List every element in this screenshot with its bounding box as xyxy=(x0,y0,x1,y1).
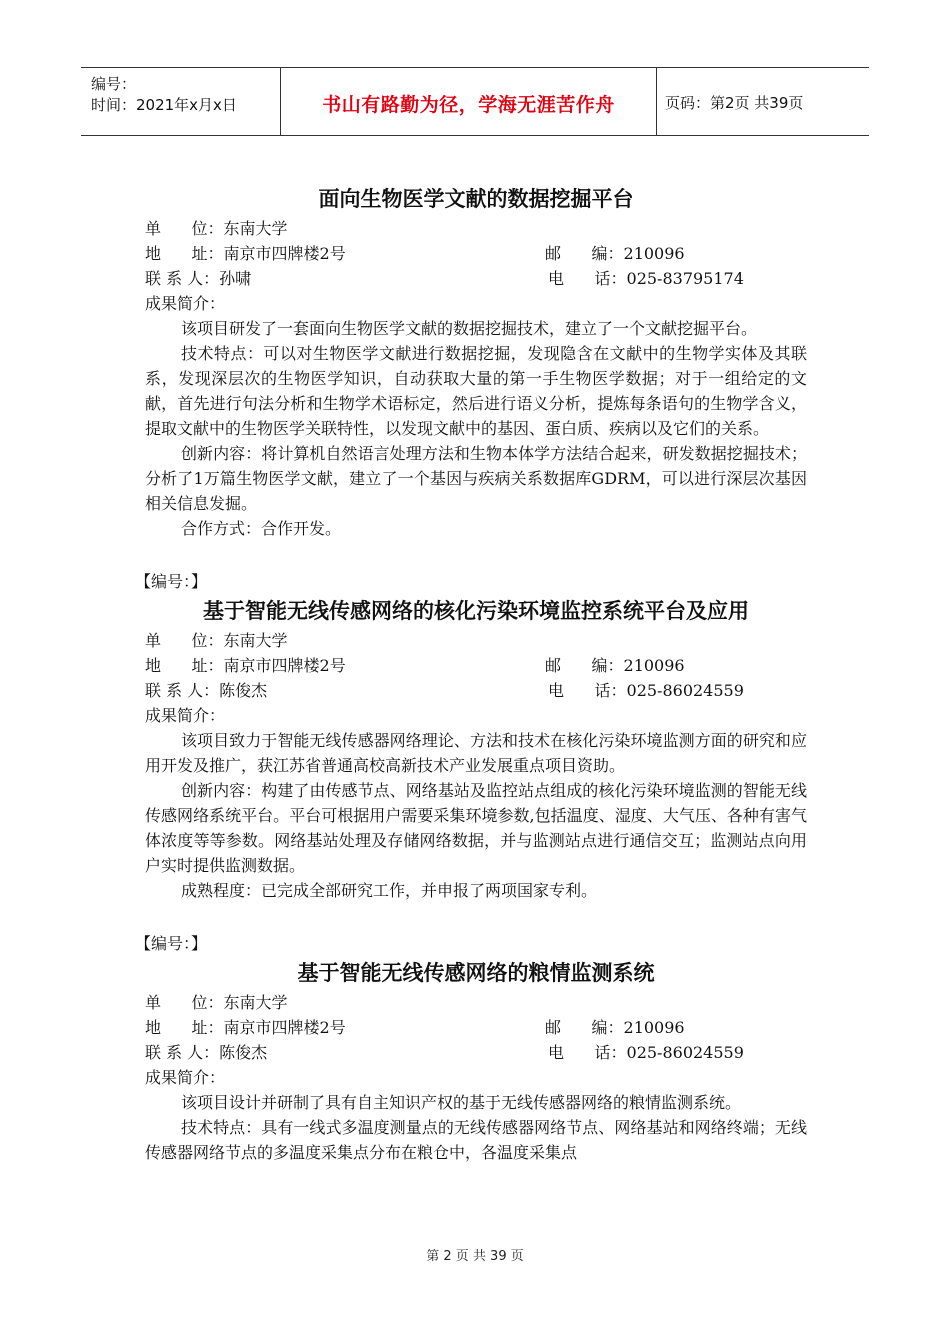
section-title: 基于智能无线传感网络的粮情监测系统 xyxy=(297,960,655,985)
paragraph: 该项目致力于智能无线传感器网络理论、方法和技术在核化污染环境监测方面的研究和应用开发及推广，获江苏省普通高校高新技术产业发展重点项目资助。 xyxy=(145,731,807,775)
document-body xyxy=(135,182,807,1165)
address-text: 地 址：南京市四牌楼2号 xyxy=(145,1018,346,1037)
phone-text: 电 话：025-86024559 xyxy=(548,1043,744,1062)
page-header xyxy=(81,67,869,136)
paragraph: 合作方式：合作开发。 xyxy=(181,519,342,538)
address-line xyxy=(145,1015,807,1040)
paragraph: 技术特点：具有一线式多温度测量点的无线传感器网络节点、网络基站和网络终端；无线传感器网络节点的多温度采集点分布在粮仓中，各温度采集点 xyxy=(145,1118,807,1162)
address-line xyxy=(145,653,807,678)
paragraph: 技术特点：可以对生物医学文献进行数据挖掘，发现隐含在文献中的生物学实体及其联系，发现深层次的生物医学知识，自动获取大量的第一手生物医学数据；对于一组给定的文献，首先进行句法分析和生物学术语标定，然后进行语义分析，提炼每条语句的生物学含义，提取文献中的生物医学关联特性，以发现文献中的基因、蛋白质、疾病以及它们的关系。 xyxy=(145,344,807,438)
section-3 xyxy=(135,931,807,1165)
contact-text: 联 系 人：陈俊杰 xyxy=(145,1043,268,1062)
paragraph: 创新内容：将计算机自然语言处理方法和生物本体学方法结合起来，研发数据挖掘技术；分析了1万篇生物医学文献，建立了一个基因与疾病关系数据库GDRM，可以进行深层次基因相关信息发掘。 xyxy=(145,444,807,513)
section-number: 【编号：】 xyxy=(135,934,208,953)
time-label: 时间：2021年x月x日 xyxy=(91,96,237,114)
header-motto: 书山有路勤为径，学海无涯苦作舟 xyxy=(322,94,615,116)
phone-text: 电 话：025-83795174 xyxy=(548,269,744,288)
paragraph: 创新内容：构建了由传感节点、网络基站及监控站点组成的核化污染环境监测的智能无线传感网络系统平台。平台可根据用户需要采集环境参数,包括温度、湿度、大气压、各种有害气体浓度等等参数。网络基站处理及存储网络数据，并与监测站点进行通信交互；监测站点向用户实时提供监测数据。 xyxy=(145,781,807,875)
unit-line xyxy=(145,990,807,1015)
contact-line xyxy=(145,266,807,291)
postcode-text: 邮 编：210096 xyxy=(545,656,685,675)
section-1 xyxy=(145,182,807,541)
address-line xyxy=(145,241,807,266)
unit-text: 单 位：东南大学 xyxy=(145,219,288,238)
phone-text: 电 话：025-86024559 xyxy=(548,681,744,700)
paragraph: 成熟程度：已完成全部研究工作，并申报了两项国家专利。 xyxy=(181,881,598,900)
summary-label: 成果简介： xyxy=(145,706,226,725)
page-footer: 第 2 页 共 39 页 xyxy=(426,1249,524,1264)
contact-line xyxy=(145,1040,807,1065)
section-title: 基于智能无线传感网络的核化污染环境监控系统平台及应用 xyxy=(203,598,749,623)
contact-line xyxy=(145,678,807,703)
section-number: 【编号：】 xyxy=(135,572,208,591)
header-divider xyxy=(656,68,657,135)
unit-text: 单 位：东南大学 xyxy=(145,993,288,1012)
postcode-text: 邮 编：210096 xyxy=(545,244,685,263)
contact-text: 联 系 人：孙啸 xyxy=(145,269,252,288)
paragraph: 该项目设计并研制了具有自主知识产权的基于无线传感器网络的粮情监测系统。 xyxy=(181,1093,742,1112)
paragraph: 该项目研发了一套面向生物医学文献的数据挖掘技术，建立了一个文献挖掘平台。 xyxy=(181,319,758,338)
address-text: 地 址：南京市四牌楼2号 xyxy=(145,656,346,675)
unit-line xyxy=(145,628,807,653)
number-label: 编号： xyxy=(91,75,137,93)
summary-label: 成果简介： xyxy=(145,294,226,313)
unit-line xyxy=(145,216,807,241)
unit-text: 单 位：东南大学 xyxy=(145,631,288,650)
contact-text: 联 系 人：陈俊杰 xyxy=(145,681,268,700)
header-meta xyxy=(91,74,237,116)
address-text: 地 址：南京市四牌楼2号 xyxy=(145,244,346,263)
section-title: 面向生物医学文献的数据挖掘平台 xyxy=(318,186,634,211)
section-2 xyxy=(135,569,807,903)
summary-label: 成果简介： xyxy=(145,1068,226,1087)
page-indicator: 页码：第2页 共39页 xyxy=(665,94,804,112)
postcode-text: 邮 编：210096 xyxy=(545,1018,685,1037)
